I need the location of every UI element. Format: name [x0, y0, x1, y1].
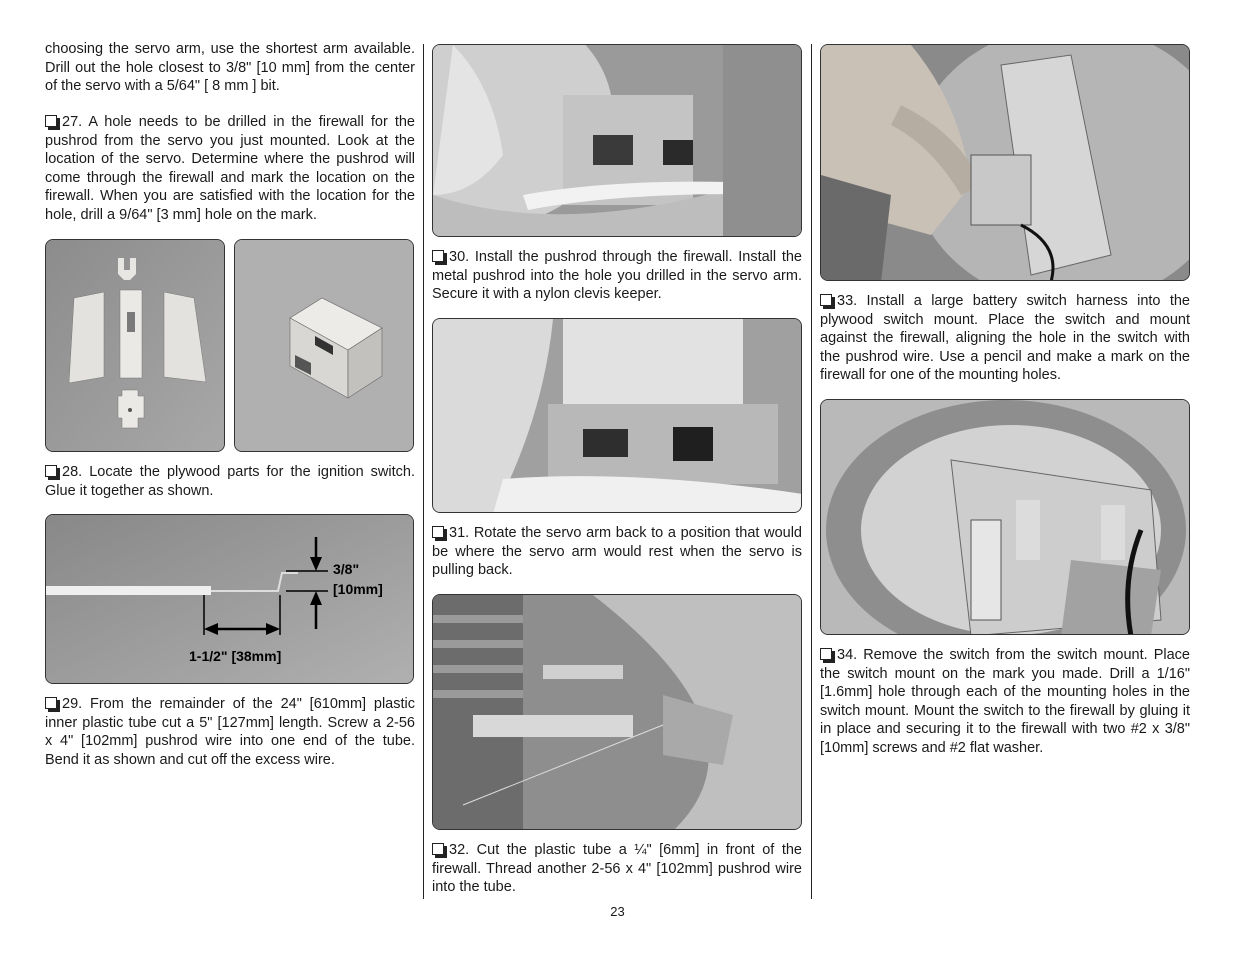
checkbox-icon[interactable] — [45, 697, 57, 709]
step-28 — [45, 463, 415, 500]
checkbox-icon[interactable] — [432, 250, 444, 262]
checkbox-icon[interactable] — [820, 648, 832, 660]
photo-pushrod-tube-32 — [432, 594, 802, 830]
column-divider-left — [423, 44, 424, 899]
step-33-text: 33. Install a large battery switch harness into the plywood switch mount. Place the switch and mount against the firewall, aligning the hole in the switch with the pushrod wire. Use a pencil and make a mark on the firewall for one of the mounting holes. — [820, 293, 1190, 384]
step-32-text: 32. Cut the plastic tube a ¼" [6mm] in front of the firewall. Thread another 2-56 x 4" [102mm] pushrod wire into the tube. — [432, 842, 802, 896]
step-31 — [432, 524, 802, 580]
step-27-text: 27. A hole needs to be drilled in the firewall for the pushrod from the servo you just mounted. Look at the location of the servo. Determine where the pushrod will come through the firewall and mark the location on the firewall. When you are satisfied with the location for the hole, drill a 9/64" [3 mm] hole on the mark. — [45, 114, 415, 223]
photo-switch-mounted-34 — [820, 399, 1190, 635]
step-27 — [45, 113, 415, 225]
step-33 — [820, 292, 1190, 385]
step-28-text: 28. Locate the plywood parts for the ignition switch. Glue it together as shown. — [45, 464, 415, 499]
step-32 — [432, 841, 802, 897]
dimension-label-horizontal: 1-1/2" [38mm] — [189, 648, 282, 664]
checkbox-icon[interactable] — [45, 465, 57, 477]
step-30 — [432, 248, 802, 304]
photo-plywood-switch-box — [234, 239, 414, 452]
photo-plywood-parts-flat — [45, 239, 225, 452]
column-left — [45, 40, 415, 96]
photo-servo-firewall-30 — [432, 44, 802, 237]
checkbox-icon[interactable] — [820, 294, 832, 306]
intro-paragraph: choosing the servo arm, use the shortest arm available. Drill out the hole closest to 3/8" [10 mm] from the center of the servo with a 5/64" [ 8 mm ] bit. — [45, 41, 415, 95]
checkbox-icon[interactable] — [45, 115, 57, 127]
dimension-label-vertical-1: 3/8" — [333, 561, 360, 577]
column-divider-right — [811, 44, 812, 899]
step-34-text: 34. Remove the switch from the switch mount. Place the switch mount on the mark you made. Drill a 1/16" [1.6mm] hole through each of the mounting holes in the switch mount. Mount the switch to the firewall by gluing it in place and securing it to the firewall with two #2 x 3/8" [10mm] screws and #2 flat washer. — [820, 647, 1190, 756]
photo-servo-arm-31 — [432, 318, 802, 513]
checkbox-icon[interactable] — [432, 843, 444, 855]
photo-switch-install-33 — [820, 44, 1190, 281]
page-number: 23 — [610, 904, 625, 919]
dimension-label-vertical-2: [10mm] — [333, 581, 383, 597]
diagram-pushrod-bend — [45, 514, 414, 684]
checkbox-icon[interactable] — [432, 526, 444, 538]
step-29 — [45, 695, 415, 769]
step-31-text: 31. Rotate the servo arm back to a position that would be where the servo arm would rest when the servo is pulling back. — [432, 525, 802, 579]
step-30-text: 30. Install the pushrod through the firewall. Install the metal pushrod into the hole you drilled in the servo arm. Secure it with a nylon clevis keeper. — [432, 249, 802, 303]
step-29-text: 29. From the remainder of the 24" [610mm] plastic inner plastic tube cut a 5" [127mm] length. Screw a 2-56 x 4" [102mm] pushrod wire into one end of the tube. Bend it as shown and cut off the excess wire. — [45, 696, 415, 768]
step-34 — [820, 646, 1190, 758]
